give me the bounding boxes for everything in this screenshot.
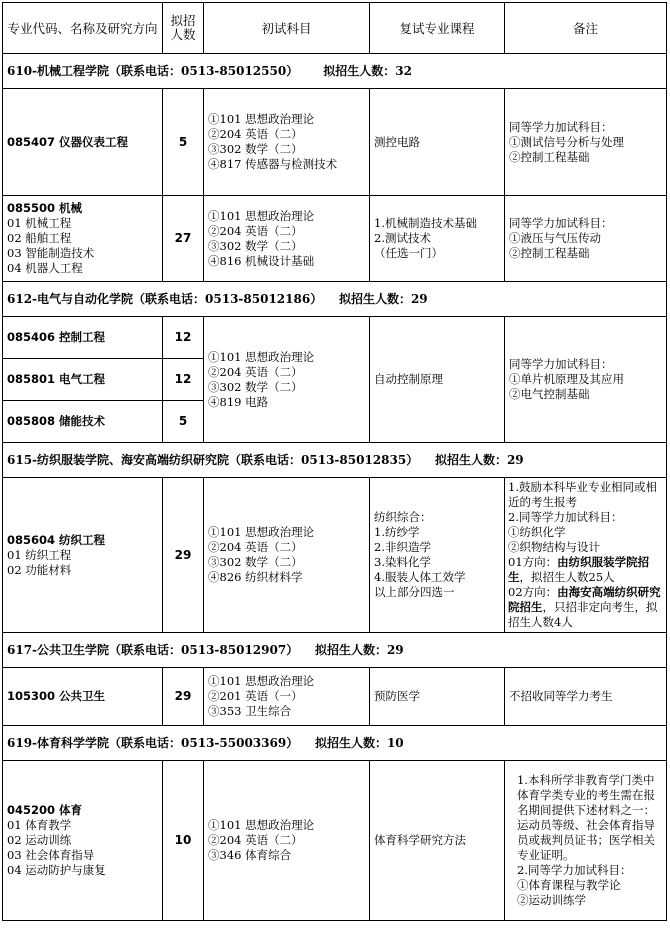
note-item: ②控制工程基础 — [509, 149, 590, 164]
header-major: 专业代码、名称及研究方向 — [3, 3, 163, 54]
section-header-610 — [3, 54, 667, 89]
enroll-count: 29 — [163, 668, 204, 726]
major-name: 045200 体育 — [7, 803, 83, 817]
retest-item: 1.纺纱学 — [374, 525, 420, 539]
enroll-count: 27 — [163, 196, 204, 282]
exam-item: ②204 英语（二） — [208, 833, 303, 847]
table-row — [3, 317, 667, 359]
exam-item: ②201 英语（一） — [208, 689, 303, 703]
major-name: 085407 仪器仪表工程 — [7, 134, 129, 149]
direction-item: 02 功能材料 — [7, 562, 72, 577]
retest-item: 体育科学研究方法 — [374, 833, 466, 847]
exam-item: ②204 英语（二） — [208, 540, 303, 554]
header-notes: 备注 — [505, 3, 667, 54]
enroll-count: 5 — [163, 89, 204, 196]
note-direction-label: 02方向： — [508, 585, 558, 599]
note-emphasis: 由海安高端纺织研究院招生 — [508, 585, 661, 614]
section-header-615 — [3, 443, 667, 478]
note-text: ，只招非定向考生，拟招生人数4人 — [508, 600, 658, 629]
exam-item: ①101 思想政治理论 — [208, 818, 315, 832]
direction-item: 02 运动训练 — [7, 833, 72, 847]
table-row — [3, 478, 667, 633]
note-item: ②织物结构与设计 — [508, 540, 600, 554]
section-title: 615-纺织服装学院、海安高端纺织研究院（联系电话：0513-85012835） — [7, 452, 419, 467]
section-quota: 拟招生人数：10 — [314, 735, 404, 750]
table-row — [3, 89, 667, 196]
note-item: 2.同等学力加试科目： — [517, 863, 632, 877]
section-header-619 — [3, 726, 667, 761]
table-row — [3, 761, 667, 921]
note-item: ①单片机原理及其应用 — [509, 372, 624, 386]
major-name: 085808 储能技术 — [7, 414, 106, 428]
direction-item: 01 机械工程 — [7, 216, 72, 230]
note-item: 同等学力加试科目： — [509, 357, 613, 371]
section-title: 619-体育科学学院（联系电话：0513-55003369） — [7, 735, 299, 750]
section-title: 617-公共卫生学院（联系电话：0513-85012907） — [7, 642, 299, 657]
header-count: 拟招人数 — [163, 3, 204, 54]
note-item: ②电气控制基础 — [509, 387, 590, 401]
major-name: 085801 电气工程 — [7, 372, 106, 386]
note-text: ，拟招生人数25人 — [519, 570, 615, 584]
note-emphasis: 由纺织服装学院招生 — [508, 555, 650, 584]
major-name: 085500 机械 — [7, 201, 83, 215]
table-header-row — [3, 3, 667, 54]
retest-item: 以上部分四选一 — [374, 585, 455, 599]
table-row — [3, 668, 667, 726]
retest-item: 2.非织造学 — [374, 540, 431, 554]
exam-item: ③302 数学（二） — [208, 142, 303, 156]
note-item: 1.本科所学非教育学门类中体育学类专业的考生需在报名期间提供下述材料之一：运动员等级、社会体育指导员或裁判员证书；医学相关专业证明。 — [517, 773, 655, 862]
direction-item: 02 船舶工程 — [7, 231, 72, 245]
table-row — [3, 196, 667, 282]
section-quota: 拟招生人数：29 — [338, 291, 428, 306]
exam-item: ①101 思想政治理论 — [208, 674, 315, 688]
retest-item: 纺织综合： — [374, 510, 432, 524]
exam-item: ③353 卫生综合 — [208, 704, 292, 718]
enroll-count: 5 — [163, 401, 204, 443]
note-item — [508, 555, 663, 585]
retest-item: 3.染料化学 — [374, 555, 431, 569]
exam-item: ①101 思想政治理论 — [208, 208, 315, 223]
enroll-count: 29 — [163, 478, 204, 633]
retest-item: 2.测试技术 — [374, 231, 431, 245]
retest-item: 测控电路 — [374, 135, 420, 149]
section-quota: 拟招生人数：32 — [323, 63, 412, 78]
exam-item: ②204 英语（二） — [208, 223, 303, 238]
note-item: 同等学力加试科目： — [509, 216, 613, 230]
section-quota: 拟招生人数：29 — [434, 452, 524, 467]
exam-item: ②204 英语（二） — [208, 364, 303, 379]
admissions-table — [2, 2, 667, 921]
direction-item: 04 运动防护与康复 — [7, 863, 106, 877]
retest-item: 1.机械制造技术基础 — [374, 216, 477, 230]
enroll-count: 12 — [163, 317, 204, 359]
section-quota: 拟招生人数：29 — [314, 642, 404, 657]
retest-item: 自动控制原理 — [374, 372, 443, 386]
section-header-617 — [3, 633, 667, 668]
note-item: ②运动训练学 — [517, 893, 586, 907]
major-name: 085406 控制工程 — [7, 330, 106, 344]
section-title: 612-电气与自动化学院（联系电话：0513-85012186） — [7, 291, 323, 306]
exam-item: ④819 电路 — [208, 394, 269, 409]
enroll-count: 12 — [163, 359, 204, 401]
note-item: 2.同等学力加试科目： — [508, 510, 623, 524]
retest-item: （任选一门） — [374, 246, 443, 260]
exam-item: ③302 数学（二） — [208, 555, 303, 569]
direction-item: 01 体育教学 — [7, 818, 72, 832]
note-direction-label: 01方向： — [508, 555, 558, 569]
exam-item: ②204 英语（二） — [208, 127, 303, 141]
exam-item: ①101 思想政治理论 — [208, 349, 315, 364]
retest-item: 预防医学 — [374, 689, 420, 703]
note-item: 不招收同等学力考生 — [509, 689, 613, 703]
exam-item: ③346 体育综合 — [208, 848, 292, 862]
header-exams: 初试科目 — [204, 3, 370, 54]
exam-item: ④826 纺织材料学 — [208, 570, 303, 584]
header-retest: 复试专业课程 — [370, 3, 505, 54]
exam-item: ①101 思想政治理论 — [208, 112, 315, 126]
note-item: ①测试信号分析与处理 — [509, 134, 624, 149]
major-name: 085604 纺织工程 — [7, 532, 106, 547]
enroll-count: 10 — [163, 761, 204, 921]
major-name: 105300 公共卫生 — [7, 689, 106, 703]
exam-item: ①101 思想政治理论 — [208, 525, 315, 539]
exam-item: ③302 数学（二） — [208, 238, 303, 253]
direction-item: 01 纺织工程 — [7, 547, 72, 562]
note-item: 同等学力加试科目： — [509, 119, 613, 134]
direction-item: 04 机器人工程 — [7, 261, 83, 275]
note-item — [508, 585, 663, 630]
direction-item: 03 智能制造技术 — [7, 246, 95, 260]
note-item: ①纺织化学 — [508, 525, 566, 539]
exam-item: ③302 数学（二） — [208, 379, 303, 394]
note-item: ①体育课程与教学论 — [517, 878, 621, 892]
exam-item: ④817 传感器与检测技术 — [208, 157, 338, 171]
note-item: 1.鼓励本科毕业专业相同或相近的考生报考 — [508, 480, 657, 509]
exam-item: ④816 机械设计基础 — [208, 253, 315, 268]
note-item: ①液压与气压传动 — [509, 231, 601, 245]
section-title: 610-机械工程学院（联系电话：0513-85012550） — [7, 63, 299, 78]
direction-item: 03 社会体育指导 — [7, 848, 95, 862]
retest-item: 4.服装人体工效学 — [374, 570, 466, 584]
section-header-612 — [3, 282, 667, 317]
note-item: ②控制工程基础 — [509, 246, 590, 260]
